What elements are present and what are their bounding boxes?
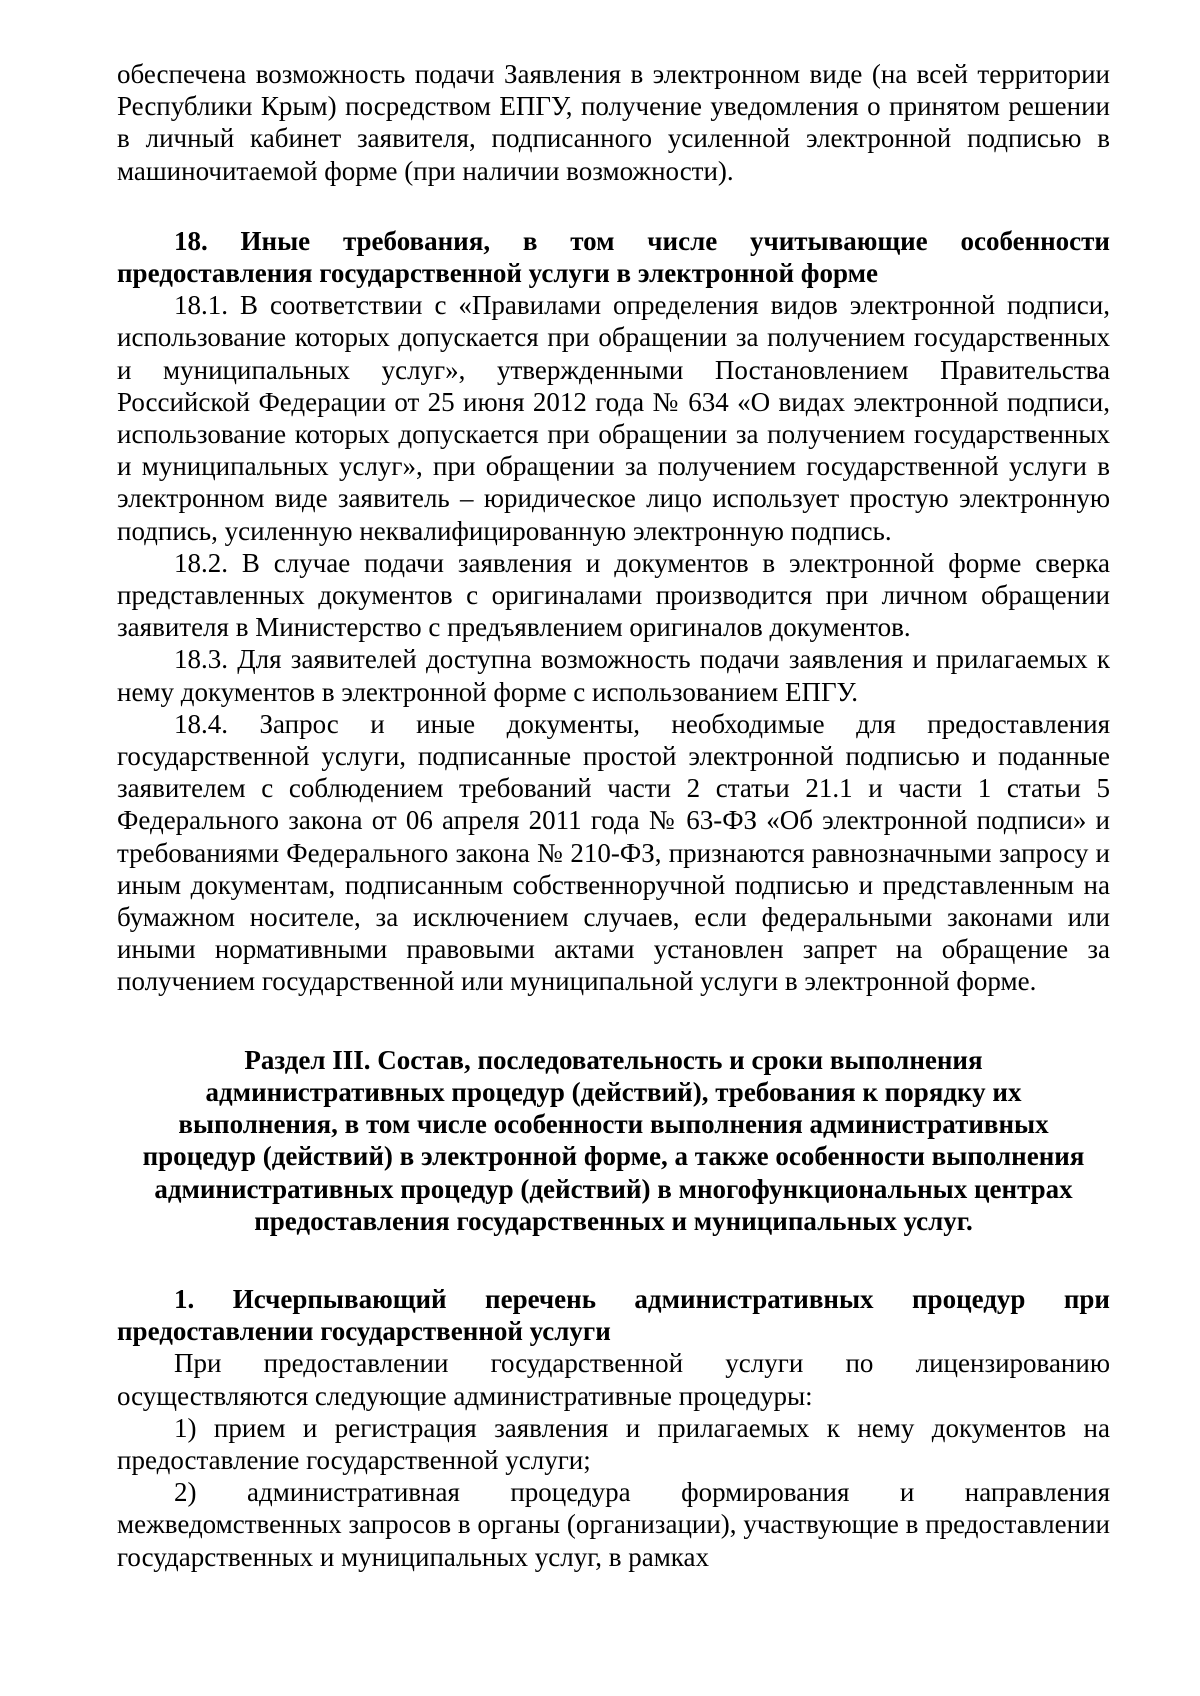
paragraph-18-1: 18.1. В соответствии с «Правилами определения видов электронной подписи, использование которых допускается при обращении за получением государственных и муниципальных услуг», утвержденными Постановлением Правительства Российской Федерации от 25 июня 2012 года № 634 «О видах электронной подписи, использование которых допускается при обращении за получением государственных и муниципальных услуг», при обращении за получением государственной услуги в электронном виде заявитель – юридическое лицо использует простую электронную подпись, усиленную неквалифицированную электронную подпись. (117, 290, 1110, 546)
paragraph-18-4: 18.4. Запрос и иные документы, необходимые для предоставления государственной услуги, подписанные простой электронной подписью и поданные заявителем с соблюдением требований части 2 статьи 21.1 и части 1 статьи 5 Федерального закона от 06 апреля 2011 года № 63-ФЗ «Об электронной подписи» и требованиями Федерального закона № 210-ФЗ, признаются равнозначными запросу и иным документам, подписанным собственноручной подписью и представленным на бумажном носителе, за исключением случаев, если федеральными законами или иными нормативными правовыми актами установлен запрет на обращение за получением государственной или муниципальной услуги в электронной форме. (117, 708, 1110, 997)
paragraph-18-2: 18.2. В случае подачи заявления и документов в электронной форме сверка представленных документов с оригиналами производится при личном обращении заявителя в Министерство с предъявлением оригиналов документов. (117, 547, 1110, 643)
paragraph-18-3: 18.3. Для заявителей доступна возможность подачи заявления и прилагаемых к нему документов в электронной форме с использованием ЕПГУ. (117, 644, 1110, 707)
intro-paragraph: обеспечена возможность подачи Заявления в электронном виде (на всей территории Республики Крым) посредством ЕПГУ, получение уведомления о принятом решении в личный кабинет заявителя, подписанного усиленной электронной подписью в машиночитаемой форме (при наличии возможности). (117, 59, 1110, 186)
section-1-heading: 1. Исчерпывающий перечень административных процедур при предоставлении государственной услуги (117, 1283, 1110, 1347)
list-item-1: 1) прием и регистрация заявления и прилагаемых к нему документов на предоставление государственной услуги; (117, 1412, 1110, 1475)
paragraph-1-intro: При предоставлении государственной услуги по лицензированию осуществляются следующие административные процедуры: (117, 1348, 1110, 1411)
section-3-title: Раздел III. Состав, последовательность и сроки выполнения административных процедур (действий), требования к порядку их выполнения, в том числе особенности выполнения административных процедур (действий) в электронной форме, а также особенности выполнения административных процедур (действий) в многофункциональных центрах предоставления государственных и муниципальных услуг. (142, 1044, 1085, 1236)
section-18-heading: 18. Иные требования, в том числе учитывающие особенности предоставления государственной услуги в электронной форме (117, 225, 1110, 289)
document-page (117, 58, 1110, 1573)
list-item-2: 2) административная процедура формирования и направления межведомственных запросов в органы (организации), участвующие в предоставлении государственных и муниципальных услуг, в рамках (117, 1477, 1110, 1572)
